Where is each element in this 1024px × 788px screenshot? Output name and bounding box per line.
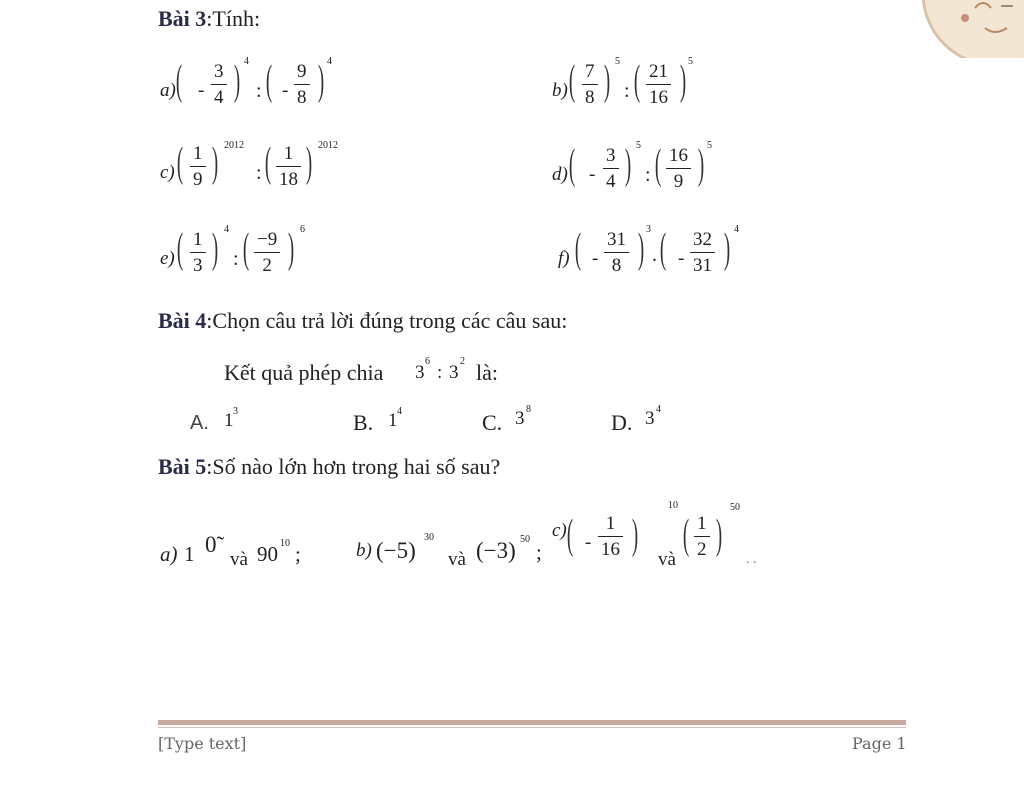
fraction <box>294 62 310 107</box>
fraction <box>582 62 598 107</box>
numerator: 9 <box>297 61 307 82</box>
numerator: 1 <box>605 513 616 534</box>
base: (−5) <box>376 538 416 563</box>
bai3-label: Bài 3 <box>158 6 207 31</box>
va-word: và <box>448 549 466 570</box>
paren-left: ( <box>175 58 183 104</box>
operator: : <box>233 248 239 270</box>
denominator: 31 <box>690 252 715 275</box>
fraction <box>254 230 280 275</box>
option-letter: A. <box>190 412 209 434</box>
exponent: 50 <box>520 534 530 545</box>
exponent: 50 <box>730 502 740 513</box>
paren-right: ) <box>603 58 611 104</box>
fraction <box>190 144 206 189</box>
footer-left-text[interactable]: [Type text] <box>158 734 247 753</box>
glyph: 0̃ <box>205 532 217 557</box>
denominator: 18 <box>276 166 301 189</box>
bai3-text: :Tính: <box>206 6 261 31</box>
question-suffix: là: <box>476 360 498 385</box>
denominator: 3 <box>190 252 206 275</box>
numerator: 31 <box>607 229 626 250</box>
fraction <box>666 146 691 191</box>
item-label: b) <box>356 540 372 561</box>
denominator: 4 <box>211 84 227 107</box>
sign: - <box>678 248 685 269</box>
item-label: a) <box>160 80 176 101</box>
option-exp: 3 <box>233 406 238 417</box>
paren-right: ) <box>287 226 295 272</box>
corner-decoration-image <box>905 0 1024 58</box>
paren-left: ( <box>568 142 576 188</box>
denominator: 2 <box>254 252 280 275</box>
paren-left: ( <box>574 226 582 272</box>
exponent: 5 <box>707 140 712 151</box>
operator: : <box>624 80 630 102</box>
exponent: 3 <box>646 224 651 235</box>
paren-left: ( <box>654 142 662 188</box>
end: ; <box>295 542 301 566</box>
sign: - <box>198 80 205 101</box>
paren-left: ( <box>566 512 574 558</box>
numerator: 1 <box>193 229 203 250</box>
fraction <box>276 144 301 189</box>
end: ; <box>536 540 542 564</box>
option-letter: D. <box>611 410 633 435</box>
q-base: 3 <box>415 362 425 383</box>
paren-left: ( <box>659 226 667 272</box>
footer-rule-thin <box>158 727 906 728</box>
va-word: và <box>658 549 676 570</box>
paren-right: ) <box>697 142 705 188</box>
numerator: 3 <box>606 145 616 166</box>
fraction <box>603 146 619 191</box>
item-label: f) <box>558 248 570 269</box>
q-exp: 6 <box>425 356 430 367</box>
operator: : <box>256 162 262 184</box>
denominator: 4 <box>603 168 619 191</box>
exponent: 4 <box>327 56 332 67</box>
base: 90 <box>257 542 278 566</box>
item-label: c) <box>160 162 175 183</box>
bai4-heading <box>158 308 567 334</box>
sign: - <box>589 164 596 185</box>
paren-right: ) <box>715 512 723 558</box>
operator: : <box>645 164 651 186</box>
denominator: 9 <box>190 166 206 189</box>
bai5-heading <box>158 454 500 480</box>
paren-right: ) <box>305 140 313 186</box>
denominator: 8 <box>582 84 598 107</box>
item-label: a) <box>160 542 178 566</box>
fraction <box>598 514 623 559</box>
exponent: 10 <box>280 538 290 549</box>
numerator: 32 <box>693 229 712 250</box>
paren-left: ( <box>682 512 690 558</box>
item-label: b) <box>552 80 568 101</box>
sign: - <box>592 248 599 269</box>
paren-right: ) <box>211 140 219 186</box>
end: . . <box>746 552 757 567</box>
exponent: 5 <box>615 56 620 67</box>
numerator: 16 <box>669 145 688 166</box>
option-base: 3 <box>515 408 525 429</box>
numerator: 1 <box>193 143 203 164</box>
sign: - <box>282 80 289 101</box>
exponent: 2012 <box>224 140 244 151</box>
paren-right: ) <box>637 226 645 272</box>
denominator: 9 <box>666 168 691 191</box>
paren-right: ) <box>723 226 731 272</box>
option-exp: 4 <box>656 404 661 415</box>
bai4-text: :Chọn câu trả lời đúng trong các câu sau: <box>206 308 568 333</box>
numerator: 3 <box>214 61 224 82</box>
paren-right: ) <box>233 58 241 104</box>
item-label: e) <box>160 248 175 269</box>
paren-left: ( <box>176 140 184 186</box>
base: (−3) <box>476 538 516 563</box>
option-letter: B. <box>353 410 374 435</box>
bai3-heading <box>158 6 260 32</box>
exponent: 4 <box>244 56 249 67</box>
exponent: 2012 <box>318 140 338 151</box>
fraction <box>190 230 206 275</box>
question-text: Kết quả phép chia <box>224 360 384 385</box>
footer-rule <box>158 720 906 725</box>
denominator: 2 <box>694 536 710 559</box>
denominator: 16 <box>598 536 623 559</box>
fraction <box>646 62 671 107</box>
exponent: 5 <box>688 56 693 67</box>
paren-left: ( <box>242 226 250 272</box>
exponent: 5 <box>636 140 641 151</box>
paren-right: ) <box>317 58 325 104</box>
item-label: d) <box>552 164 568 185</box>
exponent: 4 <box>734 224 739 235</box>
bai5-label: Bài 5 <box>158 454 207 479</box>
exponent: 10 <box>668 500 678 511</box>
exponent: 30 <box>424 532 434 543</box>
operator: . <box>652 244 657 266</box>
paren-left: ( <box>176 226 184 272</box>
item-label: c) <box>552 520 567 541</box>
numerator: 7 <box>585 61 595 82</box>
sign: - <box>585 532 592 553</box>
paren-left: ( <box>633 58 641 104</box>
bai4-label: Bài 4 <box>158 308 207 333</box>
prefix: 1 <box>184 542 195 566</box>
option-base: 3 <box>645 408 655 429</box>
paren-right: ) <box>631 512 639 558</box>
denominator: 16 <box>646 84 671 107</box>
q-base: 3 <box>449 362 459 383</box>
option-base: 1 <box>388 410 398 431</box>
fraction <box>604 230 629 275</box>
va-word: và <box>230 549 248 570</box>
numerator: −9 <box>257 229 278 250</box>
q-exp: 2 <box>460 356 465 367</box>
exponent: 6 <box>300 224 305 235</box>
denominator: 8 <box>294 84 310 107</box>
paren-right: ) <box>624 142 632 188</box>
numerator: 1 <box>697 513 707 534</box>
numerator: 21 <box>649 61 668 82</box>
paren-right: ) <box>679 58 687 104</box>
paren-left: ( <box>265 58 273 104</box>
paren-right: ) <box>211 226 219 272</box>
operator: : <box>256 80 262 102</box>
paren-left: ( <box>264 140 272 186</box>
option-exp: 4 <box>397 406 402 417</box>
option-letter: C. <box>482 410 503 435</box>
exponent: 4 <box>224 224 229 235</box>
fraction <box>694 514 710 559</box>
fraction <box>211 62 227 107</box>
option-exp: 8 <box>526 404 531 415</box>
fraction <box>690 230 715 275</box>
option-base: 1 <box>224 410 234 431</box>
denominator: 8 <box>604 252 629 275</box>
paren-left: ( <box>568 58 576 104</box>
q-op: : <box>437 362 443 383</box>
page-number: Page 1 <box>852 734 907 753</box>
numerator: 1 <box>283 143 294 164</box>
bai5-text: :Số nào lớn hơn trong hai số sau? <box>206 454 501 479</box>
